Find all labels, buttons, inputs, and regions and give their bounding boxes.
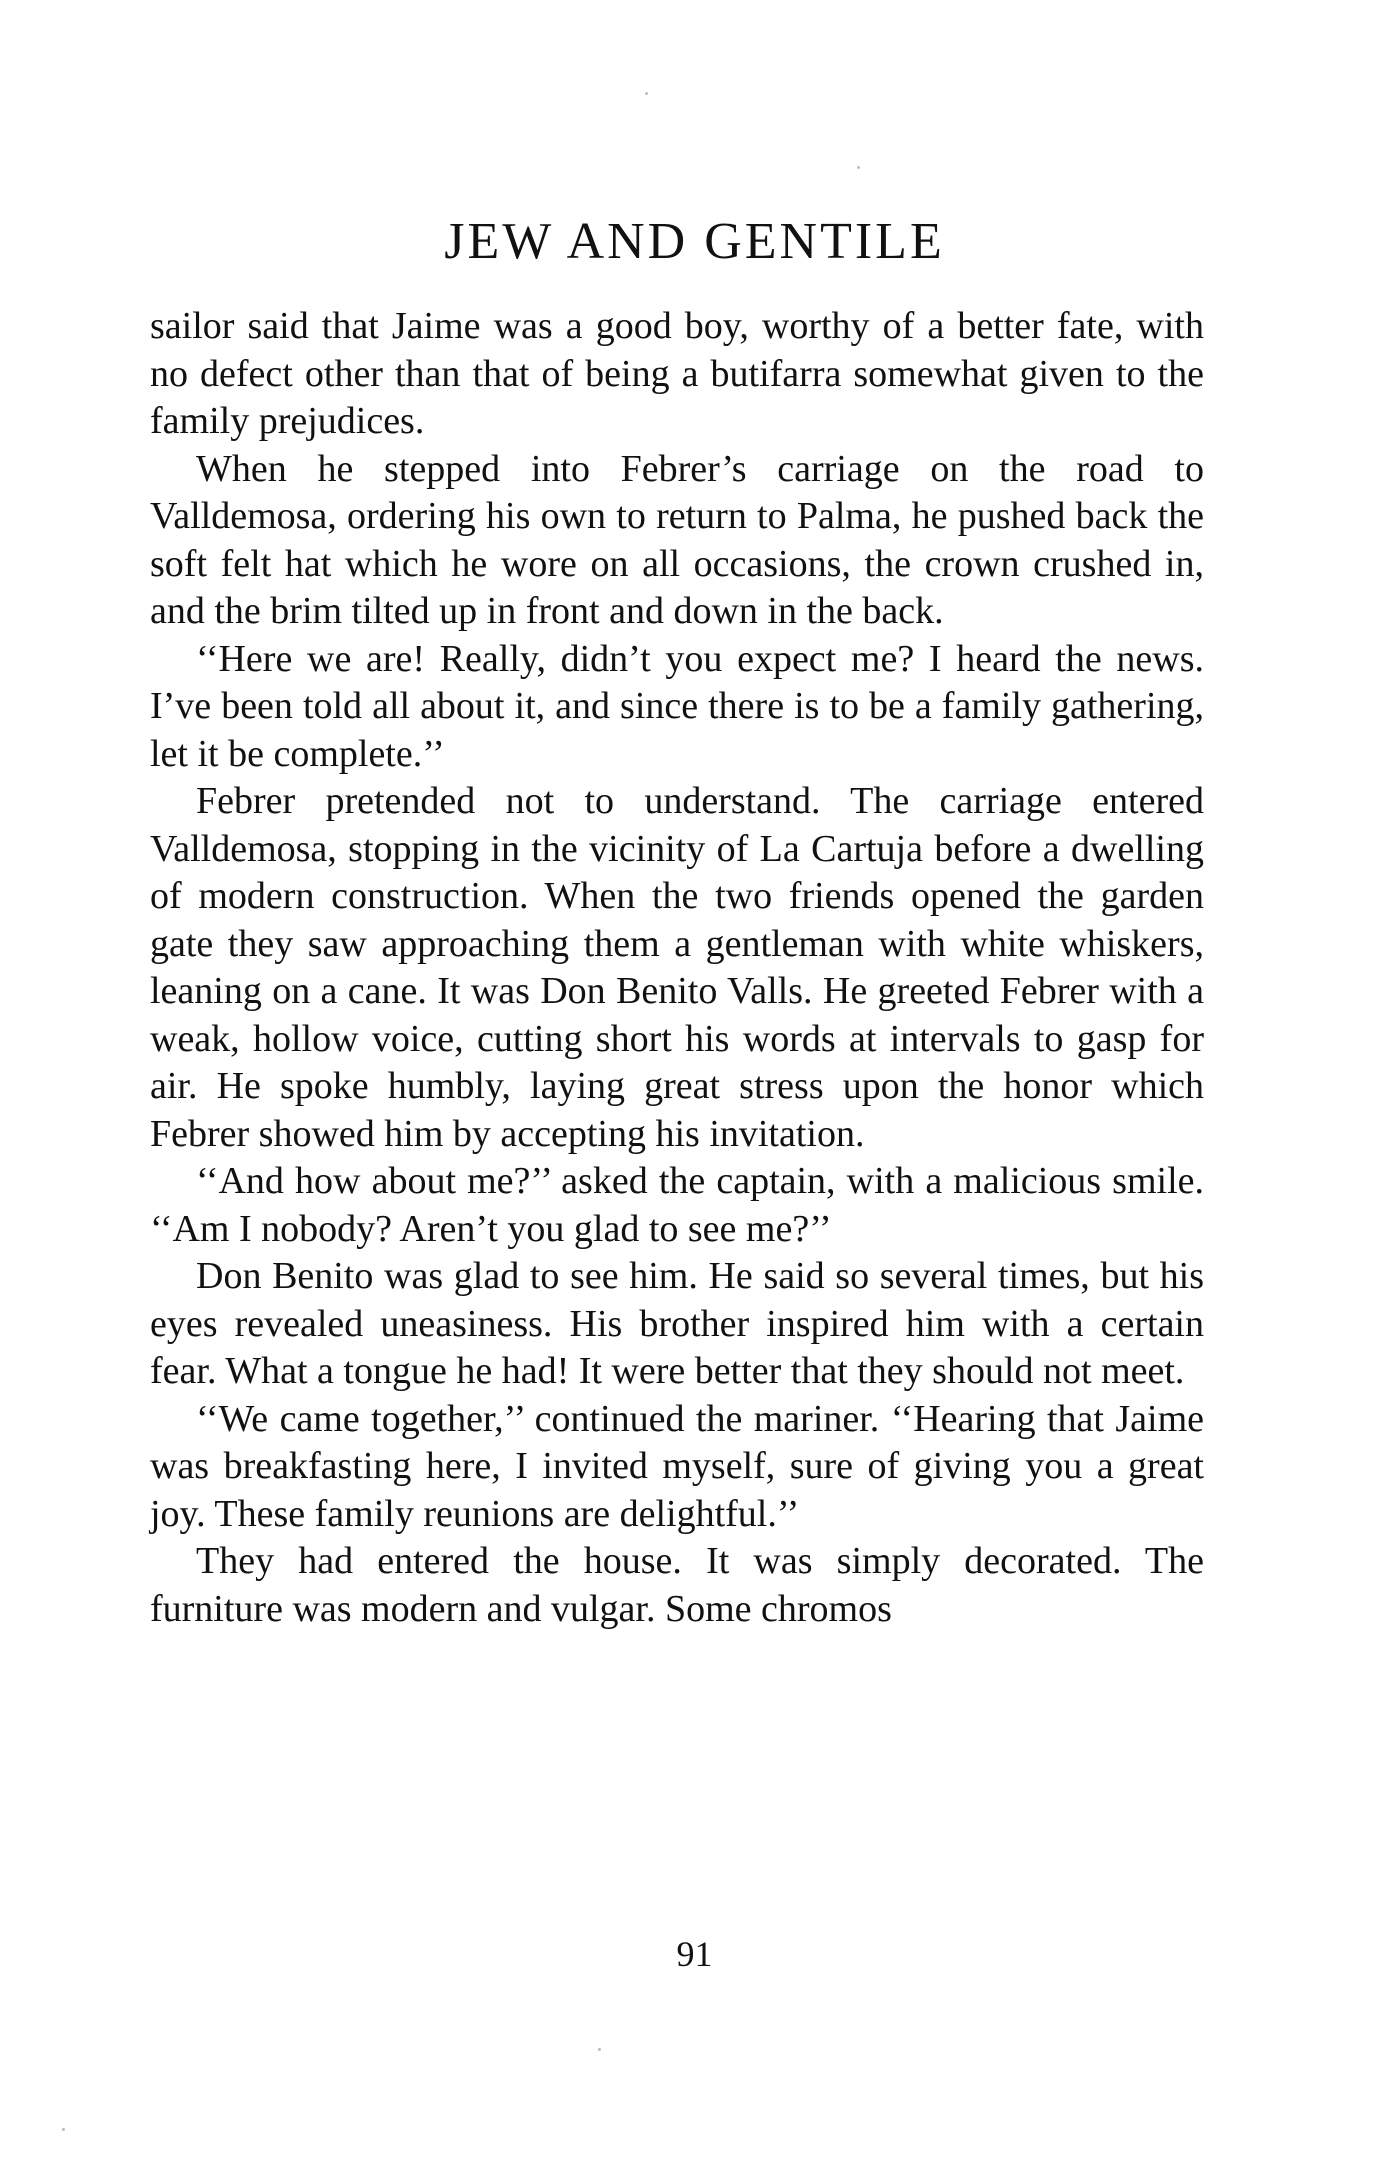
paragraph: ‘‘We came together,’’ continued the mariner. ‘‘Hearing that Jaime was breakfasting here, I invited myself, sure of giving you a great joy. These family reunions are delightful.’’ [150, 1397, 1204, 1535]
paragraph: Febrer pretended not to understand. The carriage entered Valldemosa, stopping in the vicinity of La Cartuja before a dwelling of modern construction. When the two friends opened the garden gate they saw approaching them a gentleman with white whiskers, leaning on a cane. It was Don Benito Valls. He greeted Febrer with a weak, hollow voice, cutting short his words at intervals to gasp for air. He spoke humbly, laying great stress upon the honor which Febrer showed him by accepting his invitation. [150, 780, 1204, 1155]
paragraph: They had entered the house. It was simply decorated. The furniture was modern and vulgar. Some chromos [150, 1540, 1204, 1630]
paper-speck [645, 92, 648, 95]
paragraph: Don Benito was glad to see him. He said so several times, but his eyes revealed uneasiness. His brother inspired him with a certain fear. What a tongue he had! It were better that they should not meet. [150, 1255, 1204, 1392]
paragraph: ‘‘And how about me?’’ asked the captain, with a malicious smile. ‘‘Am I nobody? Aren’t you glad to see me?’’ [150, 1160, 1204, 1250]
paper-speck [857, 166, 860, 169]
paragraph: ‘‘Here we are! Really, didn’t you expect me? I heard the news. I’ve been told all about it, and since there is to be a family gathering, let it be complete.’’ [150, 637, 1204, 775]
body-text [150, 303, 1204, 1633]
paper-speck [598, 2048, 601, 2051]
paragraph: sailor said that Jaime was a good boy, worthy of a better fate, with no defect other than that of being a butifarra somewhat given to the family prejudices. [150, 305, 1204, 442]
paragraph: When he stepped into Febrer’s carriage on the road to Valldemosa, ordering his own to return to Palma, he pushed back the soft felt hat which he wore on all occasions, the crown crushed in, and the brim tilted up in front and down in the back. [150, 447, 1204, 632]
page-number: 91 [676, 1934, 713, 1974]
running-head: JEW AND GENTILE [444, 213, 945, 270]
paper-speck [62, 2128, 65, 2131]
